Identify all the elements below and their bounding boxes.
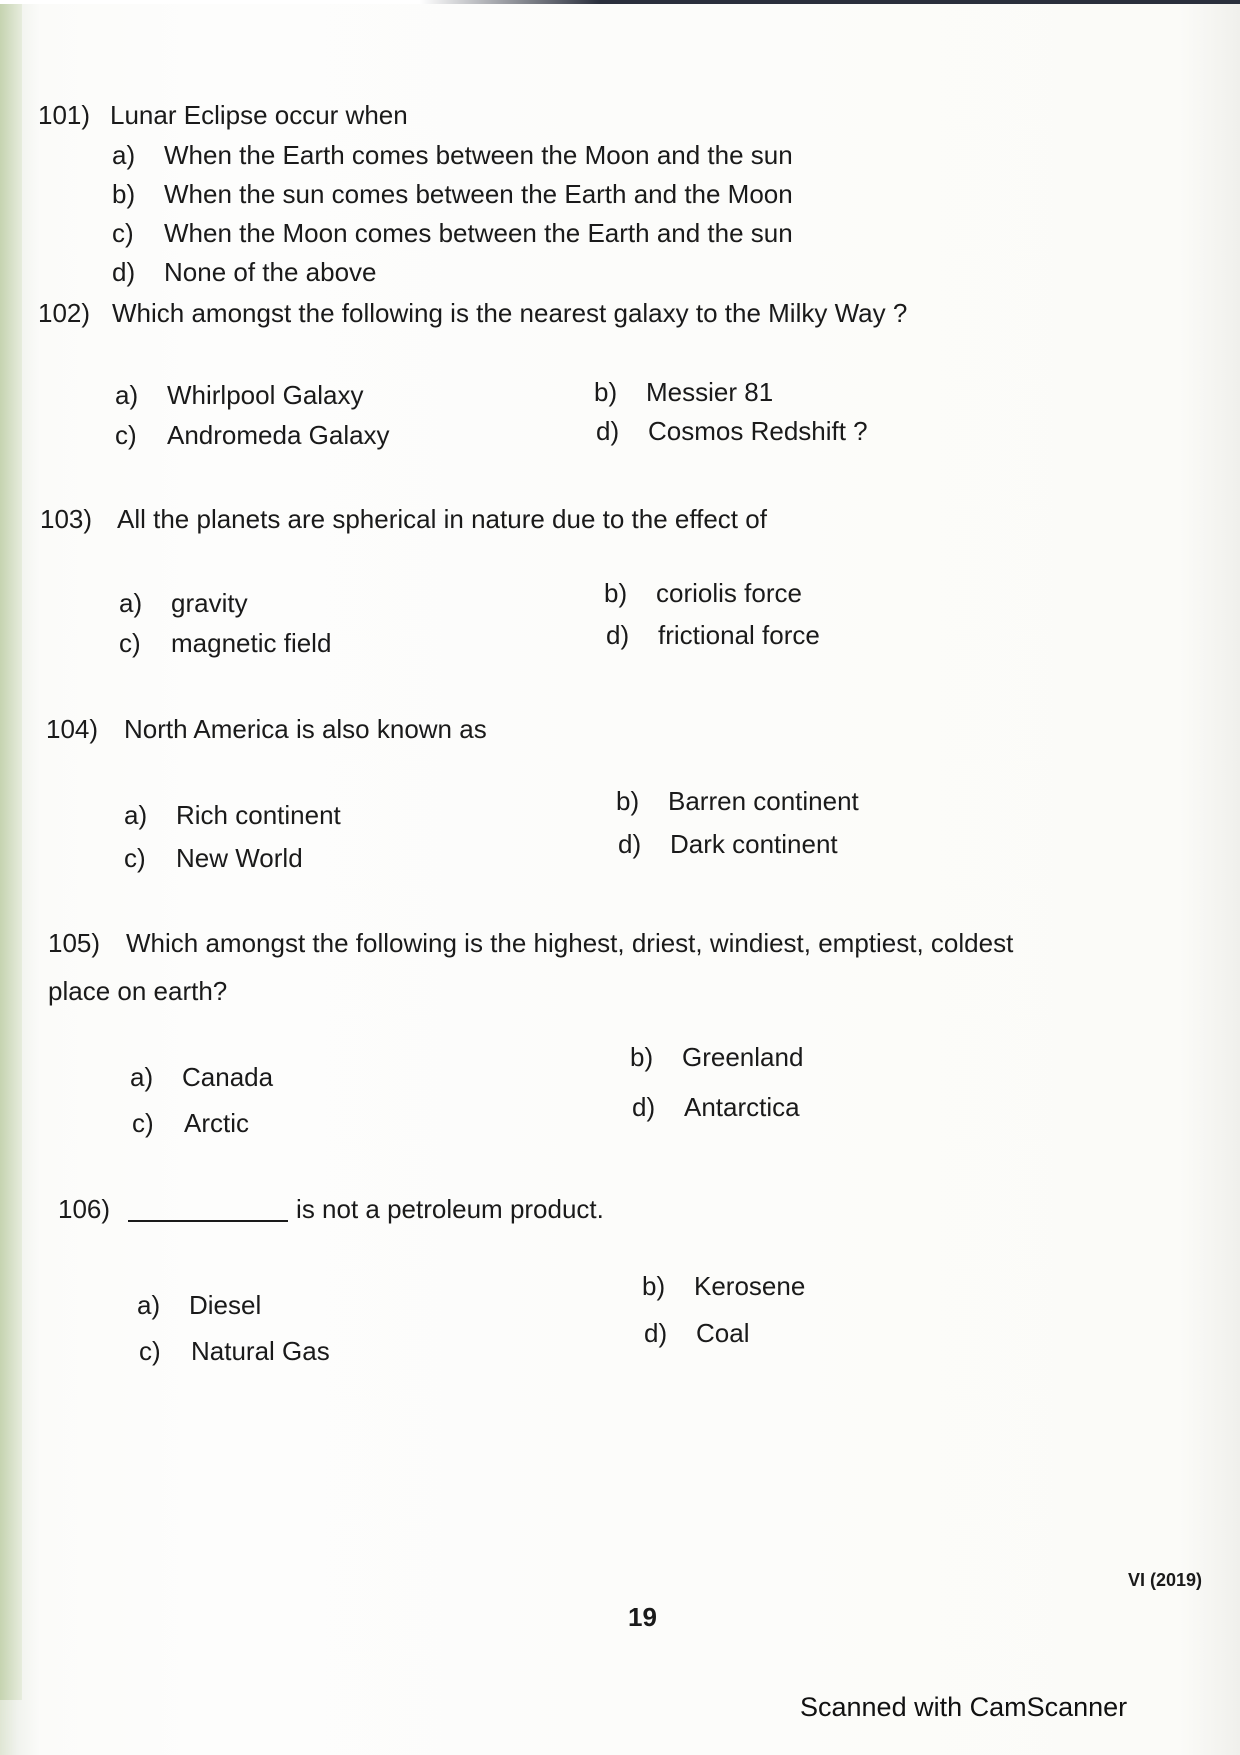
- option-d: d) Cosmos Redshift ?: [596, 416, 868, 446]
- option-c: c) When the Moon comes between the Earth and the sun: [112, 218, 793, 248]
- option-d: d) Coal: [644, 1318, 750, 1348]
- question-number: 102): [38, 298, 91, 328]
- question-text: Lunar Eclipse occur when: [110, 100, 408, 130]
- option-c: c) Andromeda Galaxy: [115, 420, 390, 450]
- question-text: Which amongst the following is the highest, driest, windiest, emptiest, coldest: [126, 928, 1014, 958]
- option-a: a) Canada: [130, 1062, 274, 1092]
- question-text: All the planets are spherical in nature due to the effect of: [117, 504, 767, 534]
- option-a: a) When the Earth comes between the Moon and the sun: [112, 140, 793, 170]
- option-c: c) Arctic: [132, 1108, 249, 1138]
- option-d: d) None of the above: [112, 257, 377, 287]
- option-c: c) Natural Gas: [139, 1336, 330, 1366]
- option-a: a) Whirlpool Galaxy: [115, 380, 364, 410]
- scanner-watermark: Scanned with CamScanner: [800, 1692, 1128, 1722]
- option-a: a) Diesel: [137, 1290, 262, 1320]
- question-number: 103): [40, 504, 93, 534]
- question-number: 105): [48, 928, 101, 958]
- page-edge-shadow: [0, 0, 22, 1700]
- question-number: 104): [46, 714, 99, 744]
- option-b: b) Kerosene: [642, 1271, 806, 1301]
- fill-in-blank: [128, 1220, 288, 1222]
- question-text: is not a petroleum product.: [296, 1194, 604, 1224]
- option-d: d) Antarctica: [632, 1092, 800, 1122]
- option-c: c) magnetic field: [119, 628, 332, 658]
- question-101: [38, 102, 408, 128]
- page-number: 19: [628, 1602, 657, 1632]
- paper-code: VI (2019): [1128, 1570, 1203, 1590]
- question-number: 101): [38, 100, 91, 130]
- option-c: c) New World: [124, 843, 303, 873]
- question-102: [38, 300, 907, 326]
- option-b: b) When the sun comes between the Earth and the Moon: [112, 179, 793, 209]
- page-top-edge: [0, 0, 1240, 4]
- question-105: [48, 930, 1013, 956]
- option-b: b) coriolis force: [604, 578, 802, 608]
- question-number: 106): [58, 1194, 111, 1224]
- question-104: [46, 716, 487, 742]
- option-b: b) Messier 81: [594, 377, 774, 407]
- question-105-continued: [48, 978, 227, 1004]
- option-b: b) Barren continent: [616, 786, 859, 816]
- question-text-continued: place on earth?: [48, 976, 228, 1006]
- question-text: North America is also known as: [124, 714, 487, 744]
- option-a: a) gravity: [119, 588, 248, 618]
- option-d: d) Dark continent: [618, 829, 838, 859]
- question-106: [58, 1196, 604, 1222]
- option-d: d) frictional force: [606, 620, 820, 650]
- question-text: Which amongst the following is the nearest galaxy to the Milky Way ?: [112, 298, 908, 328]
- question-103: [40, 506, 767, 532]
- option-a: a) Rich continent: [124, 800, 341, 830]
- option-b: b) Greenland: [630, 1042, 804, 1072]
